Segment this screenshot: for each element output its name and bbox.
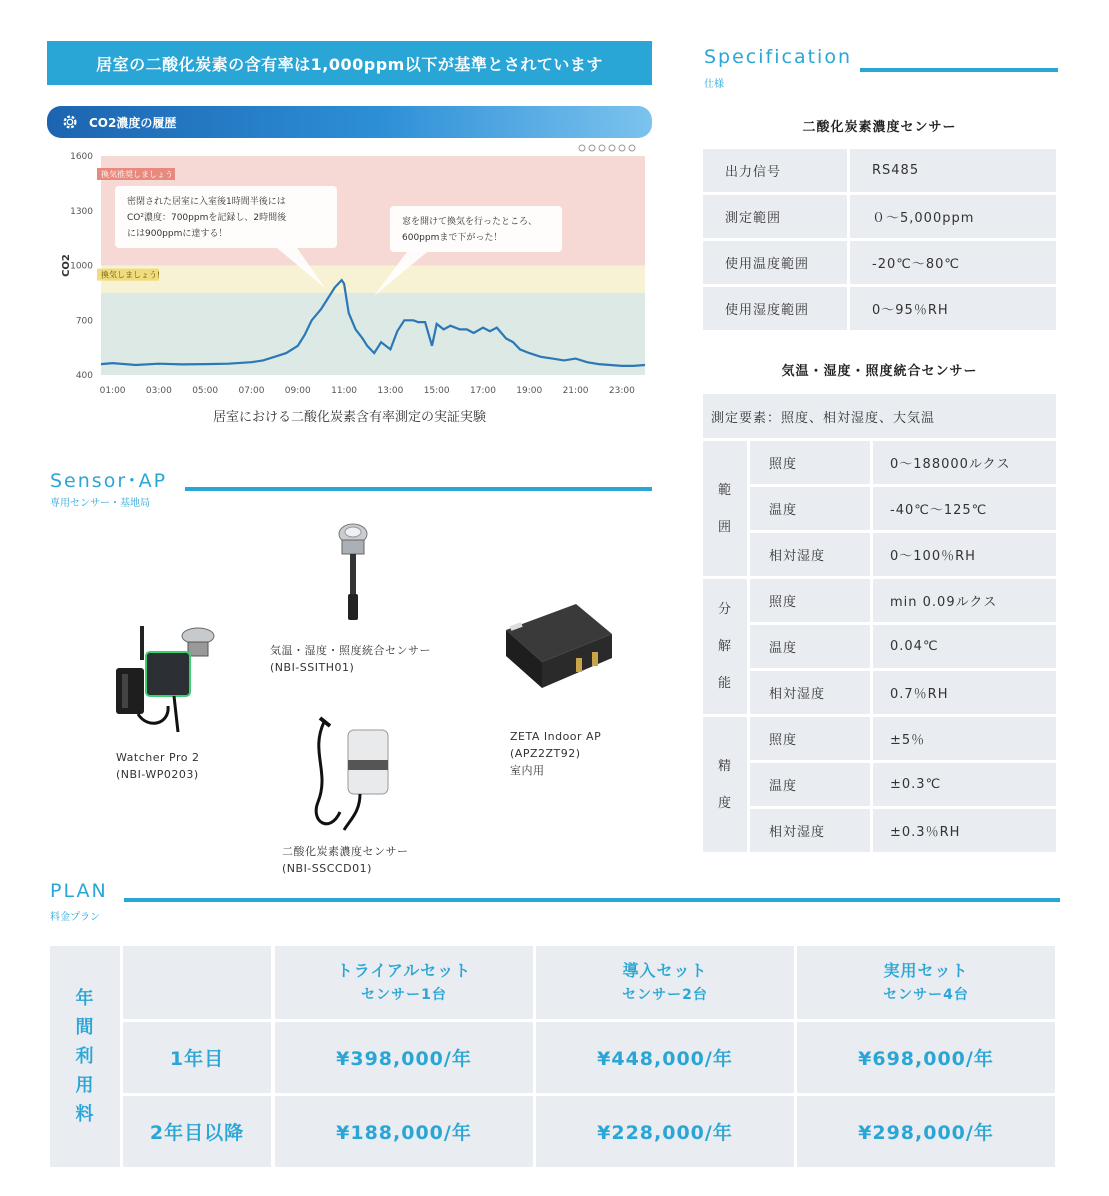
co2-spec-value: RS485 [850,149,1056,192]
chart-threshold-band [101,266,645,293]
plan-column-sub: センサー2台 [622,986,708,1003]
plan-column-header [797,946,1055,1019]
y-tick-label: 700 [75,316,93,327]
co2-spec-value: 0～95％RH [850,287,1056,330]
env-spec-value: ±0.3℃ [873,763,1056,806]
co2-spec-label: 出力信号 [703,149,847,192]
spec-section-subtitle: 仕様 [704,79,724,90]
product-zeta-ap [510,728,601,779]
co2-spec-value: ０～5,000ppm [850,195,1056,238]
env-spec-group-label [703,441,747,576]
plan-column-name: トライアルセット [336,960,472,980]
y-tick-label: 400 [75,371,93,381]
product-name: 二酸化炭素濃度センサー [282,845,409,858]
chart-caption: 居室における二酸化炭素含有率測定の実証実験 [212,410,486,425]
side-label-char: 利 [75,1046,95,1067]
co2-line-chart [47,138,652,400]
env-spec-title: 気温・湿度・照度統合センサー [781,364,978,379]
group-label-char: 分 [717,602,732,617]
env-spec-group-label [703,579,747,714]
plan-side-label [50,946,120,1167]
product-name: ZETA Indoor AP [510,730,602,743]
spec-section-rule [860,68,1058,72]
plan-row-label: 1年目 [123,1022,271,1093]
zeta-ap-image [496,600,616,692]
plan-row-label: 2年目以降 [123,1096,271,1167]
x-tick-label: 03:00 [145,386,172,396]
x-tick-label: 21:00 [562,386,589,396]
plan-price: ¥398,000/年 [275,1022,533,1093]
env-spec-label: 相対湿度 [750,671,870,714]
callout-text: には900ppmに達する！ [127,229,228,239]
side-label-char: 間 [75,1017,95,1038]
plan-header-blank [123,946,271,1019]
env-spec-label: 温度 [750,487,870,530]
env-sensor-image [330,522,376,624]
plan-section-rule [124,898,1060,902]
x-tick-label: 11:00 [331,386,358,396]
x-tick-label: 19:00 [516,386,543,396]
x-tick-label: 07:00 [238,386,265,396]
sensor-section-subtitle: 専用センサー・基地局 [50,498,150,509]
product-model: (NBI-WP0203) [116,768,199,781]
env-spec-value: 0～100％RH [873,533,1056,576]
plan-section-title: PLAN [50,880,108,902]
env-spec-value: ±5％ [873,717,1056,760]
env-spec-value: 0～188000ルクス [873,441,1056,484]
side-label-char: 料 [75,1104,95,1125]
callout-box [390,206,562,252]
product-co2-sensor [282,843,409,877]
env-spec-value: -40℃～125℃ [873,487,1056,530]
y-tick-label: 1300 [70,206,93,217]
chart-header-title: CO2濃度の履歴 [89,115,177,130]
sensor-section-rule [185,487,652,491]
side-label-char: 用 [75,1075,95,1096]
plan-column-sub: センサー1台 [361,986,447,1003]
plan-column-header [275,946,533,1019]
y-axis-label: CO2 [61,254,72,277]
plan-price: ¥228,000/年 [536,1096,794,1167]
gear-icon [61,113,79,131]
x-tick-label: 01:00 [99,386,126,396]
group-label-char: 能 [717,676,732,691]
x-tick-label: 23:00 [608,386,635,396]
sensor-section-title: Sensor･AP [50,470,168,492]
env-spec-label: 温度 [750,625,870,668]
product-model: (APZ2ZT92) [510,747,581,760]
env-spec-label: 照度 [750,717,870,760]
x-tick-label: 15:00 [423,386,450,396]
group-label-char: 度 [717,795,732,811]
plan-section-subtitle: 料金プラン [50,912,100,923]
spec-section-title: Specification [704,46,852,68]
co2-standard-banner: 居室の二酸化炭素の含有率は1,000ppm以下が基準とされています [47,41,652,85]
callout-text: CO²濃度：700ppmを記録し、2時間後 [127,213,287,223]
plan-price: ¥298,000/年 [797,1096,1055,1167]
product-model: (NBI-SSCCD01) [282,862,372,875]
co2-history-chart-panel [47,106,652,400]
callout-text: 密閉された居室に入室後1時間半後には [127,197,286,207]
env-spec-group-label [703,717,747,852]
plan-price: ¥188,000/年 [275,1096,533,1167]
y-tick-label: 1000 [70,261,93,272]
product-name: Watcher Pro 2 [116,751,200,764]
group-label-char: 囲 [717,519,732,535]
product-name: 気温・湿度・照度統合センサー [270,644,431,657]
callout-text: 窓を開けて換気を行ったところ、 [402,217,538,227]
env-spec-label: 相対湿度 [750,809,870,852]
env-spec-label: 照度 [750,579,870,622]
env-spec-value: ±0.3％RH [873,809,1056,852]
x-tick-label: 09:00 [284,386,311,396]
chart-header [47,106,652,138]
plan-price: ¥698,000/年 [797,1022,1055,1093]
plan-column-header [536,946,794,1019]
env-measure-elements: 測定要素：照度、相対湿度、大気温 [703,394,1056,438]
co2-sensor-image [300,712,395,836]
env-spec-label: 温度 [750,763,870,806]
side-label-char: 年 [75,988,95,1009]
plan-column-sub: センサー4台 [883,986,969,1003]
env-spec-value: min 0.09ルクス [873,579,1056,622]
x-tick-label: 05:00 [192,386,219,396]
callout-text: 600ppmまで下がった！ [402,233,503,243]
x-tick-label: 17:00 [469,386,496,396]
group-label-char: 範 [717,482,732,498]
env-spec-label: 照度 [750,441,870,484]
product-model: (NBI-SSITH01) [270,661,355,674]
chart-threshold-band [101,293,645,375]
band-tag-top-label: 換気推奨しましょう [101,170,173,179]
x-tick-label: 13:00 [377,386,404,396]
co2-spec-value: -20℃～80℃ [850,241,1056,284]
product-env-sensor [270,642,431,676]
product-note: 室内用 [510,764,545,777]
plan-column-name: 実用セット [883,960,969,980]
co2-spec-label: 使用湿度範囲 [703,287,847,330]
env-spec-value: 0.7％RH [873,671,1056,714]
watcher-pro-image [108,620,218,742]
co2-spec-title: 二酸化炭素濃度センサー [802,120,957,135]
co2-spec-label: 使用温度範囲 [703,241,847,284]
group-label-char: 解 [717,639,732,654]
plan-price: ¥448,000/年 [536,1022,794,1093]
y-tick-label: 1600 [70,152,93,162]
group-label-char: 精 [717,758,732,774]
band-tag-mid-label: 換気しましょう! [101,270,161,280]
co2-spec-label: 測定範囲 [703,195,847,238]
env-spec-label: 相対湿度 [750,533,870,576]
product-watcher [116,749,199,783]
env-spec-value: 0.04℃ [873,625,1056,668]
plan-column-name: 導入セット [622,960,708,980]
